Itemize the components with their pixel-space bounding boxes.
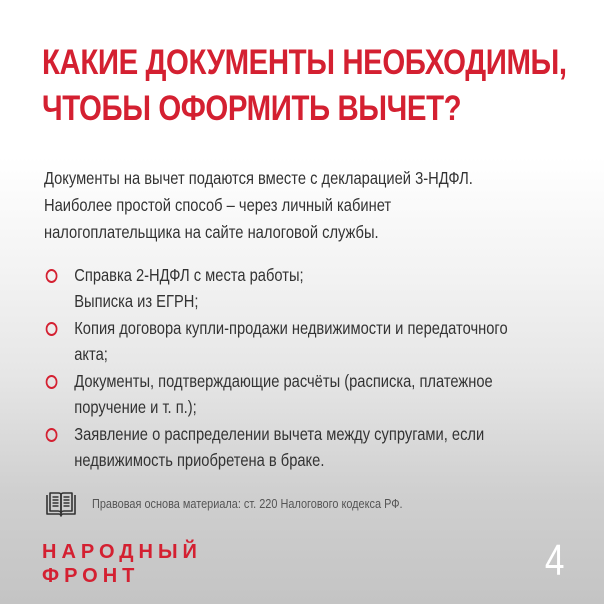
open-book-icon xyxy=(44,490,78,518)
circle-bullet-icon xyxy=(46,322,58,336)
brand-line-2: ФРОНТ xyxy=(42,565,140,587)
intro-line-2: Наиболее простой способ – через личный кабинет xyxy=(44,195,392,215)
list-item xyxy=(44,315,548,367)
circle-bullet-icon xyxy=(46,269,58,283)
page-number: 4 xyxy=(544,536,564,585)
title-line-1: КАКИЕ ДОКУМЕНТЫ НЕОБХОДИМЫ, xyxy=(42,43,567,82)
legal-source-note xyxy=(40,488,580,520)
brand-logo xyxy=(42,540,202,588)
list-item xyxy=(44,262,548,314)
brand-line-1: НАРОДНЫЙ xyxy=(42,541,202,563)
intro-line-1: Документы на вычет подаются вместе с декларацией 3-НДФЛ. xyxy=(44,168,473,188)
list-item-line: Справка 2-НДФЛ с места работы; xyxy=(74,265,304,285)
list-item xyxy=(44,368,548,420)
title-line-2: ЧТОБЫ ОФОРМИТЬ ВЫЧЕТ? xyxy=(42,89,462,128)
list-item xyxy=(44,421,548,473)
list-item-line: Документы, подтверждающие расчёты (расписка, платежное xyxy=(74,371,493,391)
circle-bullet-icon xyxy=(46,428,58,442)
documents-list xyxy=(44,262,548,474)
circle-bullet-icon xyxy=(46,375,58,389)
list-item-line: поручение и т. п.); xyxy=(74,397,197,417)
intro-paragraph xyxy=(44,165,514,246)
list-item-line: недвижимость приобретена в браке. xyxy=(74,450,325,470)
page-title xyxy=(42,40,567,132)
list-item-line: Выписка из ЕГРН; xyxy=(74,291,199,311)
source-text: Правовая основа материала: ст. 220 Налогового кодекса РФ. xyxy=(92,496,403,511)
list-item-line: акта; xyxy=(74,344,108,364)
list-item-line: Заявление о распределении вычета между супругами, если xyxy=(74,424,485,444)
list-item-line: Копия договора купли-продажи недвижимости и передаточного xyxy=(74,318,508,338)
intro-line-3: налогоплательщика на сайте налоговой службы. xyxy=(44,222,379,242)
